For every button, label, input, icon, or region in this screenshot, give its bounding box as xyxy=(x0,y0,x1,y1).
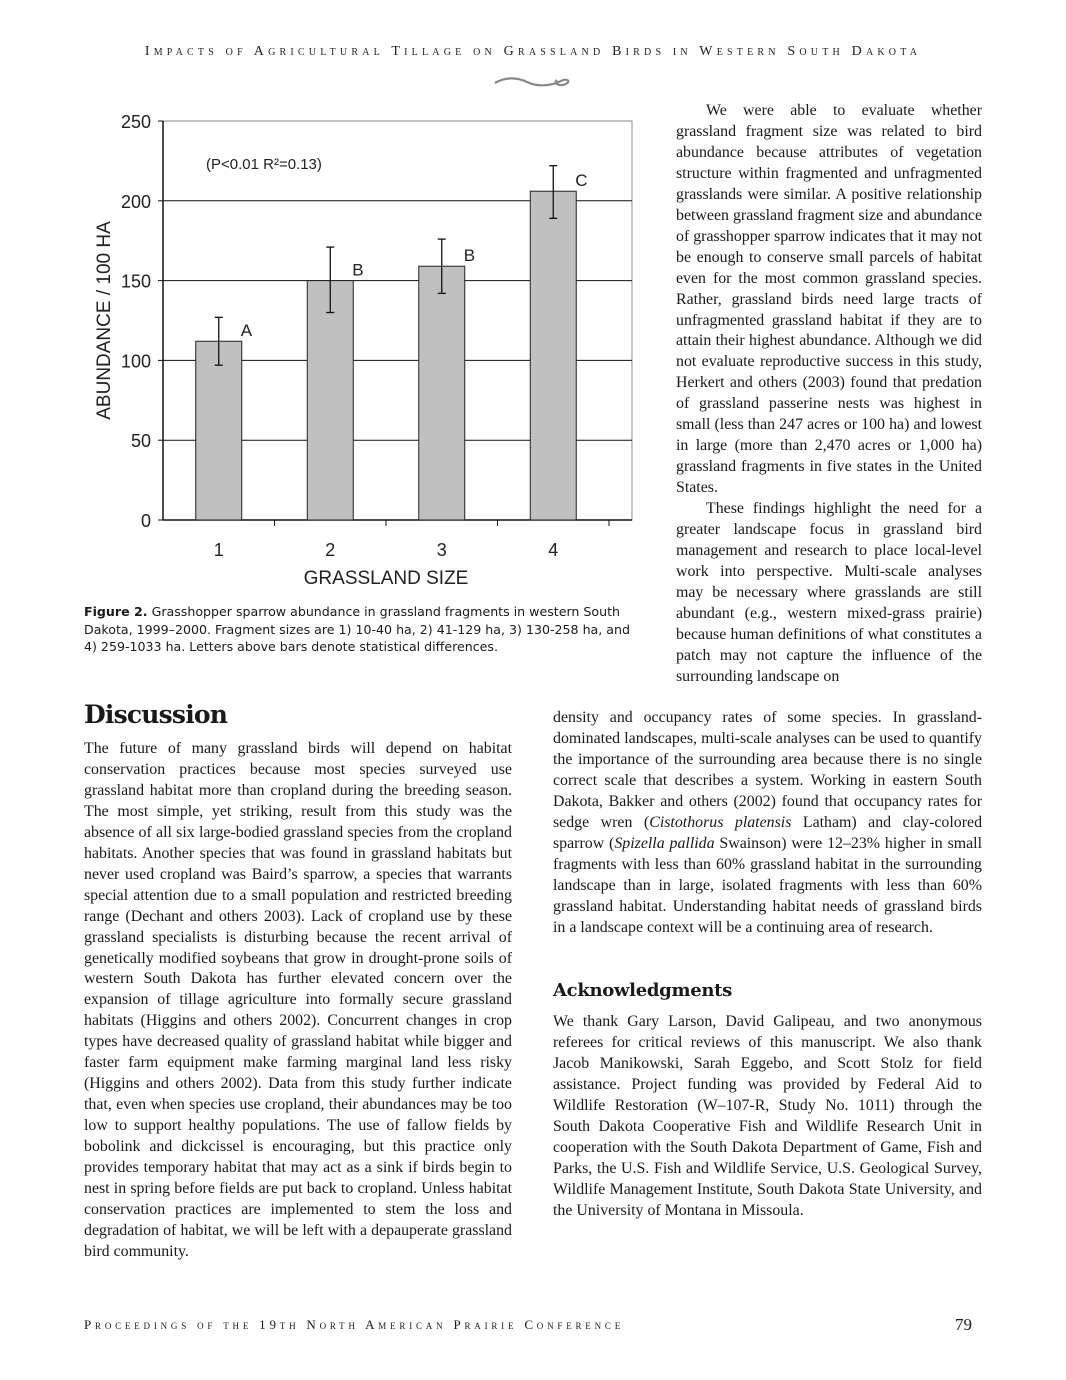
figure-caption-text: Grasshopper sparrow abundance in grassland fragments in western South Dakota, 1999–2000. Fragment sizes are 1) 10-40 ha, 2) 41-129 ha, 3) 130-258 ha, and 4) 259-1033 ha. Letters above bars denote statistical differences. xyxy=(84,604,630,654)
acknowledgments-heading: Acknowledgments xyxy=(553,980,732,1001)
y-tick-label: 200 xyxy=(120,191,151,212)
bar xyxy=(307,281,353,520)
bar xyxy=(530,191,576,520)
footer-journal: Proceedings of the 19th North American Prairie Conference xyxy=(84,1317,624,1332)
discussion-paragraph: The future of many grassland birds will depend on habitat conservation practices because most species surveyed use grassland habitat more than cropland during the breeding season. The most simple, yet striking, result from this study was the absence of all six large-bodied grassland species from the cropland habitats. Another species that was found in grassland habitats but never used cropland was Baird’s sparrow, a species that warrants special attention due to a small population and restricted breeding range (Dechant and others 2003). Lack of cropland use by these grassland specialists is disturbing because the recent arrival of genetically modified soybeans that grow in drought-prone soils of western South Dakota has further elevated concern over the expansion of tillage agriculture into formally secure grassland habitats (Higgins and others 2002). Concurrent changes in crop types have decreased quality of grassland habitat while bigger and faster farm equipment make farming marginal land less risky (Higgins and others 2002). Data from this study further indicate that, even when species use cropland, their abundances may be too low to support healthy populations. The use of fallow fields by bobolink and dickcissel is encouraging, but this practice only provides temporary habitat that may act as a sink if birds begin to nest in spring before fields are put back to cropland. Unless habitat conservation practices are implemented to stem the loss and degradation of habitat, we will be left with a depauperate grassland bird community. xyxy=(84,740,512,1260)
bar-significance-label: A xyxy=(240,321,253,341)
text-run: Swainson) were 12–23% higher in small fragments with less than 60% grassland habitat in the surrounding landscape than in large, isolated fragments with less than 60% grassland habitat. Understanding habitat needs of grassland birds in a landscape context will be a continuing area of research. xyxy=(553,834,982,936)
bar-significance-label: B xyxy=(352,260,364,280)
y-axis-title: ABUNDANCE / 100 HA xyxy=(94,221,115,420)
y-tick-label: 250 xyxy=(120,112,151,132)
chart-annotation: (P<0.01 R²=0.13) xyxy=(206,156,322,173)
bar-significance-label: B xyxy=(463,246,476,266)
species-name: Cistothorus platensis xyxy=(649,813,792,831)
y-tick-label: 150 xyxy=(120,271,151,292)
bar xyxy=(419,266,465,520)
text-run: density and occupancy rates of some species. In grassland-dominated landscapes, multi-scale analyses can be used to quantify the importance of the surrounding area because there is no single correct scale that describes a system. Working in eastern South Dakota, Bakker and others (2002) found that occupancy rates for sedge wren ( xyxy=(553,709,982,831)
discussion-paragraph-continued xyxy=(553,708,982,938)
y-tick-label: 0 xyxy=(140,511,151,531)
x-axis-title: GRASSLAND SIZE xyxy=(303,568,469,589)
x-tick-label: 3 xyxy=(436,540,447,560)
acknowledgments-section xyxy=(553,1012,982,1222)
discussion-right-column-top xyxy=(676,101,982,688)
x-tick-label: 1 xyxy=(213,540,224,560)
x-tick-label: 2 xyxy=(325,540,336,560)
y-tick-label: 50 xyxy=(130,431,151,452)
x-tick-label: 4 xyxy=(548,540,559,560)
acknowledgments-text: We thank Gary Larson, David Galipeau, and two anonymous referees for critical reviews of this manuscript. We also thank Jacob Manikowski, Sarah Eggebo, and Scott Stolz for field assistance. Project funding was provided by Federal Aid to Wildlife Restoration (W–107-R, Study No. 1011) through the South Dakota Cooperative Fish and Wildlife Research Unit in cooperation with the South Dakota Department of Game, Fish and Parks, the U.S. Fish and Wildlife Service, U.S. Geological Survey, Wildlife Management Institute, South Dakota State University, and the University of Montana in Missoula. xyxy=(553,1013,982,1219)
bar xyxy=(196,341,242,520)
species-name: Spizella pallida xyxy=(614,834,715,852)
figure-label: Figure 2. xyxy=(84,604,148,619)
page-number: 79 xyxy=(955,1315,972,1334)
discussion-left-column xyxy=(84,739,512,1263)
discussion-paragraph: These findings highlight the need for a greater landscape focus in grassland bird management and research to place local-level work into perspective. Multi-scale analyses may be necessary where grasslands are still abundant (e.g., western mixed-grass prairie) because human definitions of what constitutes a patch may not capture the influence of the surrounding landscape on xyxy=(676,500,982,685)
running-head: Impacts of Agricultural Tillage on Grassland Birds in Western South Dakota xyxy=(144,44,922,59)
discussion-right-column-bottom xyxy=(553,708,982,938)
text-run: Latham) and clay-colored sparrow ( xyxy=(553,813,983,852)
bar-significance-label: C xyxy=(575,171,588,191)
discussion-heading: Discussion xyxy=(84,700,228,729)
bar-chart xyxy=(0,0,660,600)
discussion-paragraph: We were able to evaluate whether grassland fragment size was related to bird abundance because attributes of vegetation structure within fragmented and unfragmented grasslands were similar. A positive relationship between grassland fragment size and abundance of grasshopper sparrow indicates that it may not be enough to conserve small parcels of habitat even for the most common grassland species. Rather, grassland birds need large tracts of unfragmented grassland habitat if they are to attain their highest abundance. Although we did not evaluate reproductive success in this study, Herkert and others (2003) found that predation of grassland passerine nests was highest in small (less than 247 acres or 100 ha) and lowest in large (more than 2,470 acres or 1,000 ha) grassland fragments in five states in the United States. xyxy=(676,102,982,497)
y-tick-label: 100 xyxy=(120,351,151,372)
figure-caption xyxy=(84,603,644,656)
